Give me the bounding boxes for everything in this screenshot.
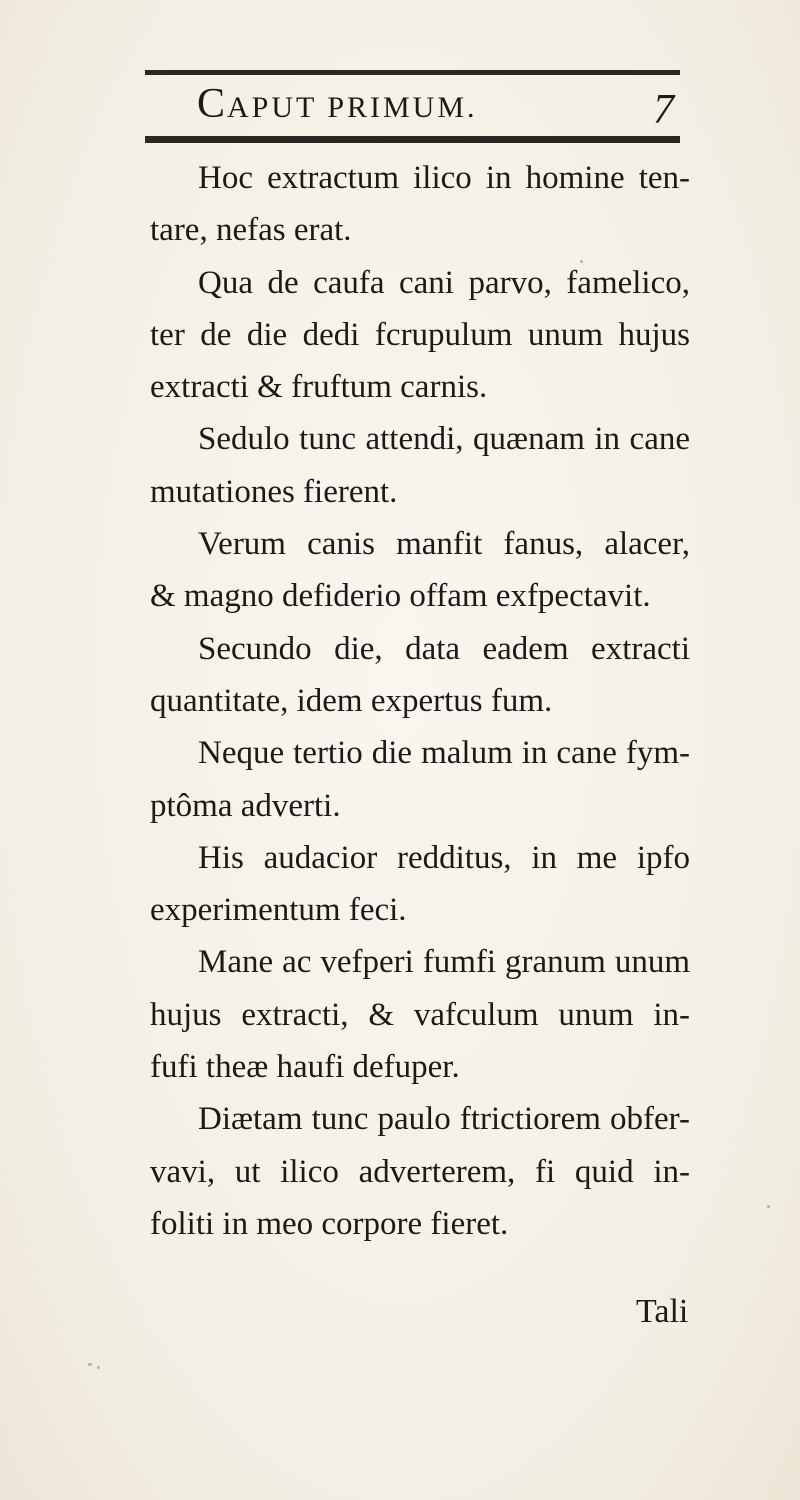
catchword: Tali bbox=[636, 1293, 689, 1330]
text-line: ptôma adverti. bbox=[150, 787, 341, 824]
text-line: Mane ac vefperi fumfi granum unum bbox=[198, 944, 690, 981]
running-head bbox=[197, 80, 478, 128]
text-line: mutationes fierent. bbox=[150, 473, 398, 510]
text-line: Neque tertio die malum in cane fym- bbox=[198, 735, 690, 772]
paper-speck bbox=[767, 1205, 770, 1208]
text-line: Qua de caufa cani parvo, famelico, bbox=[198, 264, 690, 301]
text-body bbox=[150, 152, 690, 1250]
text-line: vavi, ut ilico adverterem, fi quid in- bbox=[150, 1153, 690, 1190]
text-line: Sedulo tunc attendi, quænam in cane bbox=[198, 421, 690, 458]
text-line: Verum canis manfit fanus, alacer, bbox=[198, 526, 690, 563]
text-line: hujus extracti, & vafculum unum in- bbox=[150, 996, 690, 1033]
text-line: foliti in meo corpore fieret. bbox=[150, 1205, 509, 1242]
paper-speck bbox=[88, 1363, 92, 1366]
running-head-initial: C bbox=[197, 81, 228, 127]
text-line: experimentum feci. bbox=[150, 892, 407, 929]
paper-speck bbox=[580, 260, 583, 263]
text-line: ter de die dedi fcrupulum unum hujus bbox=[150, 316, 690, 353]
text-line: Diætam tunc paulo ftrictiorem obfer- bbox=[198, 1101, 690, 1138]
text-line: extracti & fruftum carnis. bbox=[150, 369, 488, 406]
text-line: & magno defiderio offam exfpectavit. bbox=[150, 578, 651, 615]
header-rule-bottom bbox=[145, 136, 680, 143]
text-line: Hoc extractum ilico in homine ten- bbox=[198, 160, 690, 196]
text-line: Secundo die, data eadem extracti bbox=[198, 630, 690, 667]
header-rule-top bbox=[145, 70, 680, 75]
text-line: tare, nefas erat. bbox=[150, 212, 352, 249]
text-line: fufi theæ haufi defuper. bbox=[150, 1049, 460, 1086]
running-head-text: APUT PRIMUM. bbox=[227, 91, 478, 124]
text-line: quantitate, idem expertus fum. bbox=[150, 682, 553, 719]
page-header bbox=[145, 76, 680, 134]
text-line: His audacior redditus, in me ipfo bbox=[198, 839, 690, 876]
page-number: 7 bbox=[653, 87, 674, 133]
paper-speck bbox=[97, 1366, 100, 1369]
